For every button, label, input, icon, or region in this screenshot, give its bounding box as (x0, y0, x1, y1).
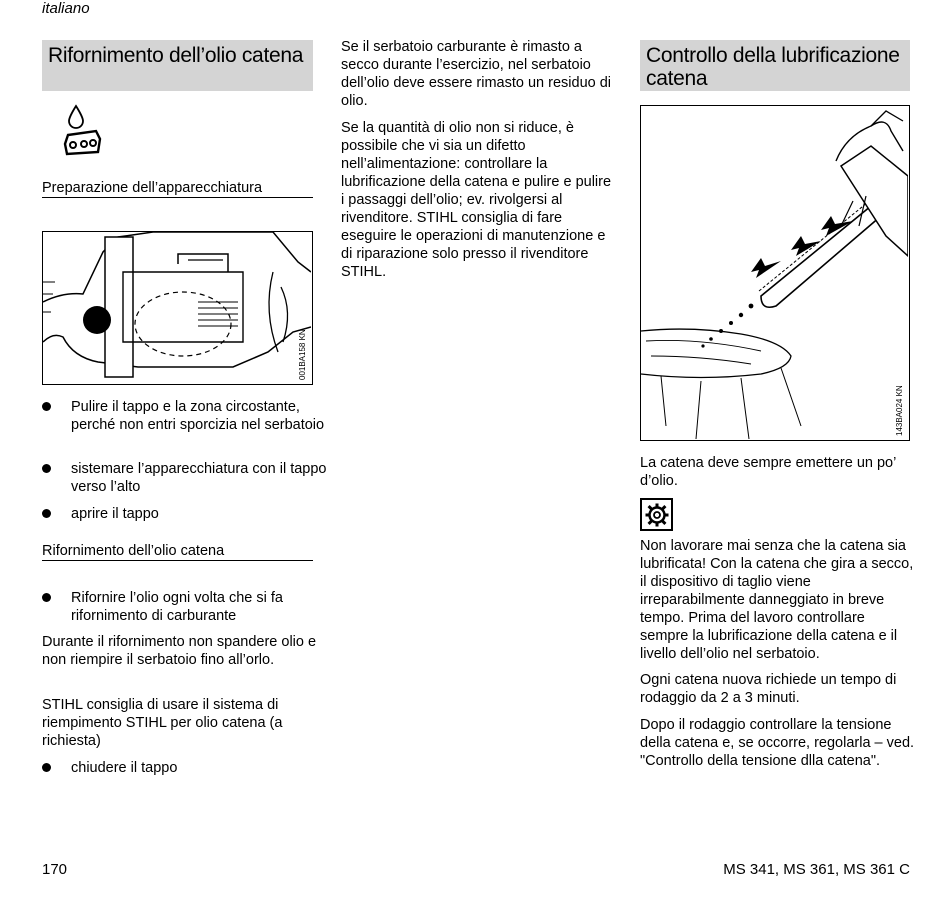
gear-warning-icon (640, 498, 673, 531)
paragraph: Non lavorare mai senza che la catena sia lubrificata! Con la catena che gira a secco, il dispositivo di taglio viene irreparabilmente danneggiato in breve tempo. Prima del lavoro controllare sempre la lubrificazione della catena e il livello dell’olio nel serbatoio. (640, 538, 914, 662)
paragraph: Dopo il rodaggio controllare la tensione della catena e, se occorre, regolarla – ved. "Controllo della tensione dlla catena". (640, 717, 915, 769)
paragraph: Se la quantità di olio non si riduce, è possibile che vi sia un difetto nell’alimentazione: controllare la lubrificazione della catena e pulire e pulire i passaggi dell’olio; ev. rivolgersi al rivenditore. STIHL consiglia di fare eseguire le operazioni di manutenzione e di riparazione solo presso il rivenditore STIHL. (341, 120, 612, 280)
paragraph: La catena deve sempre emettere un po’ d’olio. (640, 455, 896, 489)
bullet-icon (42, 464, 51, 473)
list-item: chiudere il tappo (42, 759, 346, 777)
subheading-oil-refill: Rifornimento dell’olio catena (42, 543, 313, 561)
section-title-lubrication-check: Controllo della lubrificazione catena (640, 40, 910, 91)
page-number: 170 (42, 861, 68, 878)
bullet-icon (42, 402, 51, 411)
figure-chainsaw-cap (42, 231, 313, 385)
bullet-icon (42, 509, 51, 518)
paragraph: Se il serbatoio carburante è rimasto a secco durante l’esercizio, nel serbatoio dell’olio deve essere rimasto un residuo di olio. (341, 39, 612, 109)
list-item: sistemare l’apparecchiatura con il tappo verso l’alto (42, 460, 346, 496)
list-item: aprire il tappo (42, 505, 346, 523)
oil-drop-chain-icon (62, 104, 104, 160)
figure-2-code: 143BA024 KN (895, 385, 904, 436)
bullet-icon (42, 763, 51, 772)
figure-chain-lubrication (640, 105, 910, 441)
paragraph: STIHL consiglia di usare il sistema di riempimento STIHL per olio catena (a richiesta) (42, 697, 283, 749)
paragraph: Ogni catena nuova richiede un tempo di rodaggio da 2 a 3 minuti. (640, 672, 897, 706)
language-label: italiano (42, 0, 90, 17)
bullet-icon (42, 593, 51, 602)
list-item: Pulire il tappo e la zona circostante, perché non entri sporcizia nel serbatoio (42, 398, 346, 434)
list-item: Rifornire l’olio ogni volta che si fa rifornimento di carburante (42, 589, 346, 625)
figure-1-code: 001BA158 KN (298, 329, 307, 380)
subheading-preparation: Preparazione dell’apparecchiatura (42, 180, 313, 198)
paragraph: Durante il rifornimento non spandere olio e non riempire il serbatoio fino all’orlo. (42, 634, 317, 668)
section-title-oil-refill: Rifornimento dell’olio catena (42, 40, 313, 91)
model-list: MS 341, MS 361, MS 361 C (723, 861, 910, 878)
